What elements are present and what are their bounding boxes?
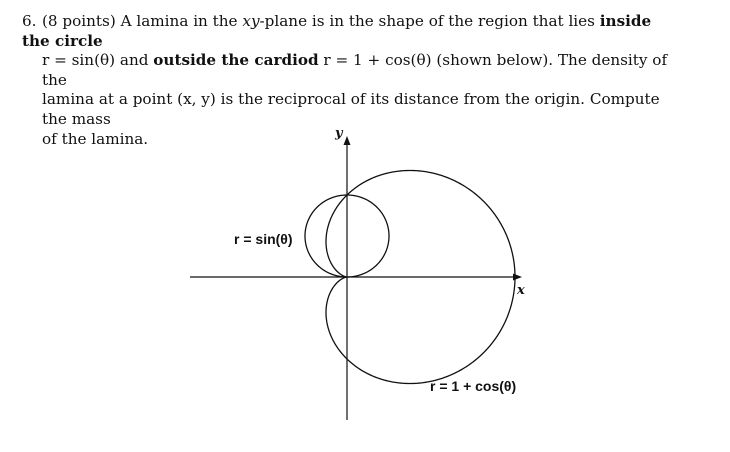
problem-bold-outside: outside the cardiod [153, 51, 319, 70]
problem-line-4: of the lamina. [42, 129, 149, 148]
problem-text-1a: (8 points) A lamina in the [42, 12, 243, 30]
problem-text-2a: r = sin(θ) and [42, 51, 154, 70]
y-axis-arrow [344, 136, 351, 145]
problem-text-xy: xy [242, 12, 260, 30]
cardioid-label: r = 1 + cos(θ) [430, 378, 517, 394]
problem-line-3: lamina at a point (x, y) is the reciprocal of its distance from the origin. Compute the mass [42, 90, 660, 128]
y-axis-label: y [335, 126, 343, 141]
problem-bold-inside: inside the circle [22, 12, 652, 50]
problem-number: 6. [22, 12, 37, 30]
problem-text-1b: -plane is in the shape of the region that lies [259, 12, 600, 30]
circle-label: r = sin(θ) [234, 231, 293, 247]
problem-text-2b: r = 1 + cos(θ) (shown below). The density of the [42, 51, 668, 89]
x-axis-label: x [517, 283, 525, 298]
